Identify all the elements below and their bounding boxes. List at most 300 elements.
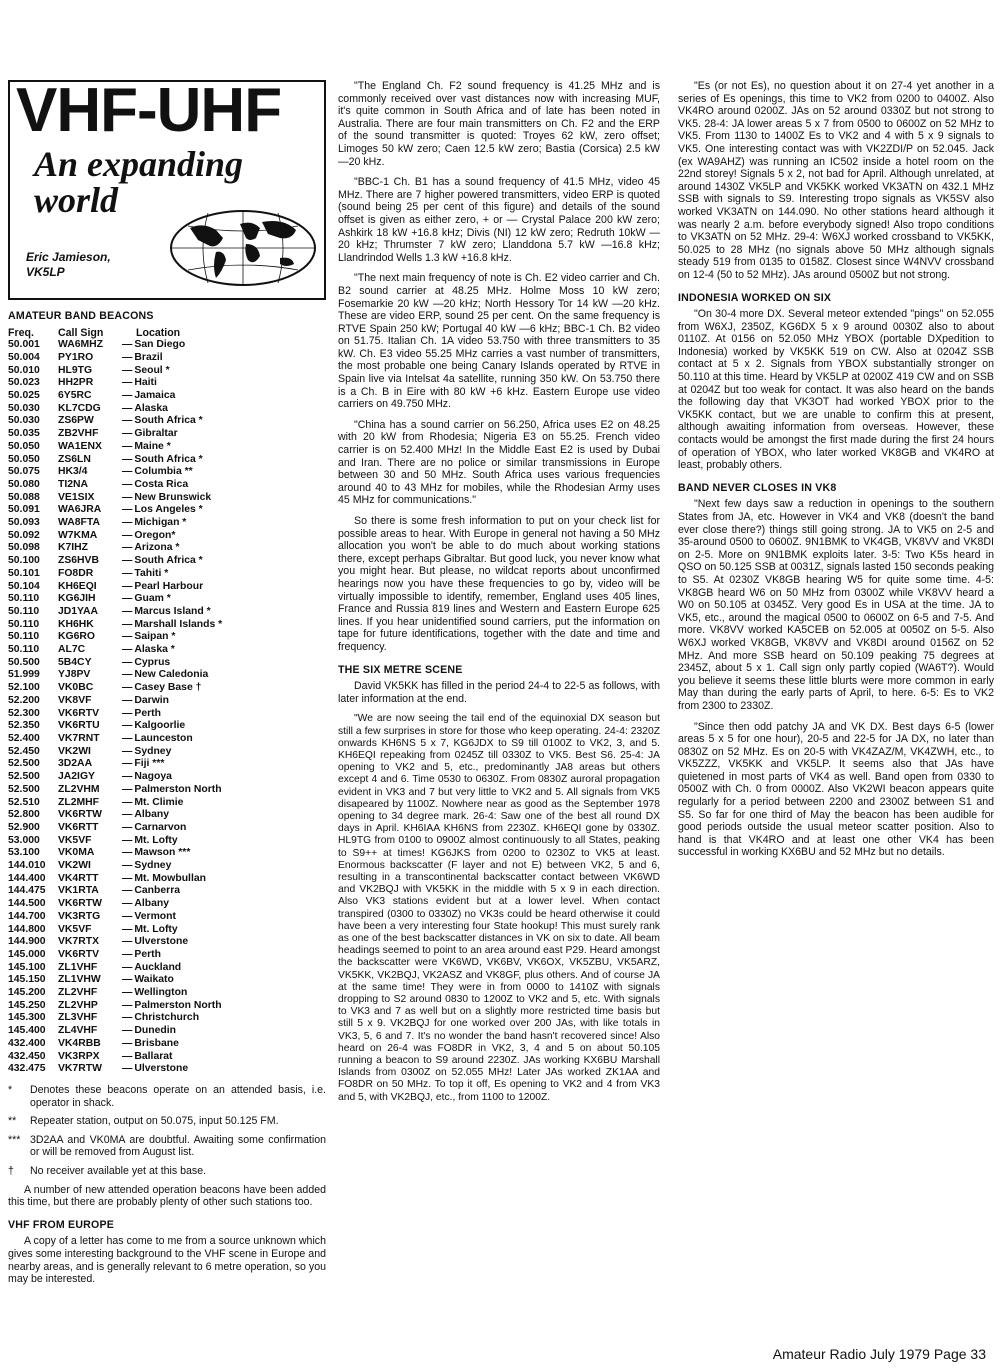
beacon-frequency: 52.350 [8,720,40,732]
beacons-table [8,339,326,1076]
beacon-location: Alaska [134,402,168,414]
beacon-row [8,479,326,492]
beacon-separator: — [122,910,133,922]
beacon-location: Canberra [134,885,181,897]
beacon-separator: — [122,656,133,668]
beacon-row [8,555,326,568]
beacon-callsign: VK2WI [58,745,91,757]
beacon-separator: — [122,860,133,872]
beacon-separator: — [122,821,133,833]
beacon-callsign: VE1SIX [58,491,95,503]
beacon-location: Ulverstone [134,1063,189,1075]
beacon-location: Guam * [134,593,171,605]
column-3 [678,80,994,867]
beacon-separator: — [122,961,133,973]
beacon-callsign: HL9TG [58,364,93,376]
beacon-location: Palmerston North [134,999,222,1011]
beacon-location: Sydney [134,860,172,872]
beacon-frequency: 52.450 [8,745,40,757]
beacon-separator: — [122,504,133,516]
beacon-location: Wellington [134,987,188,999]
beacon-row [8,885,326,898]
beacon-row [8,797,326,810]
beacon-frequency: 144.475 [8,885,46,897]
beacon-row [8,695,326,708]
beacon-frequency: 50.110 [8,593,40,605]
beacon-location: Mt. Mowbullan [134,872,206,884]
beacon-row [8,1000,326,1013]
beacon-row [8,949,326,962]
beacon-row [8,365,326,378]
beacon-row [8,936,326,949]
beacon-row [8,339,326,352]
beacon-location: Vermont [134,910,176,922]
beacon-separator: — [122,644,133,656]
beacon-row [8,822,326,835]
beacon-location: Fiji *** [134,758,165,770]
beacon-separator: — [122,758,133,770]
beacon-separator: — [122,377,133,389]
vk8-p1: "Next few days saw a reduction in openings to the southern States from JA, etc. However in VK4 and VK8 (doesn't the band ever close there?) things still going strong. JA to VK5 on 2-5 and 35-around 0500 to 0600Z. 9N1BMK to VK4GB, VK8VV and VK8DI on 2-5. More on 9N1BMK exploits later. 3-5: Two K5s heard in QSO on 50.125 SSB at 0031Z, signals lasted 150 seconds peaking to S5. At 0230Z VK8GB hearing W5 for quite some time. 4-5: VK8GB heard W6 on 50 MHz from 0300Z while VK8VV heard a W0 on 50.105 at 0345Z. Very good Es in USA at the time. JA to VK5, etc., around the magical 0500 to 0600Z on 6-5 and 7-5. And more. VK8VV worked KA5CEB on 52.005 at 0050Z on 5-5. Also W6XJ worked VK8GB, VK8VV and VK8DI around 0156Z on 52 MHz. And more SSB heard on 50.109 peaking 75 degrees at 2345Z, about 5 x 1. Call sign only partly copied (WA6T?). Would you believe it seems these little blurts were more common in early May than during the early parts of April, to here. 6-5: Es to VK2 from 2300 to 2330Z. [678,498,994,712]
beacon-callsign: PY1RO [58,351,94,363]
note-symbol: † [8,1164,14,1177]
beacon-frequency: 145.250 [8,999,46,1011]
beacon-row [8,1025,326,1038]
beacon-callsign: VK7RTX [58,936,99,948]
beacon-location: Casey Base † [134,682,202,694]
beacon-row [8,809,326,822]
beacon-location: Michigan * [134,517,187,529]
beacon-separator: — [122,948,133,960]
beacon-location: Mt. Lofty [134,834,178,846]
beacon-location: Mt. Climie [134,796,184,808]
beacon-note [8,1165,326,1178]
beacon-row [8,873,326,886]
beacon-frequency: 145.150 [8,974,46,986]
beacon-frequency: 52.500 [8,771,40,783]
beacon-frequency: 50.500 [8,656,40,668]
beacon-separator: — [122,1037,133,1049]
beacon-frequency: 50.110 [8,618,40,630]
beacon-location: Saipan * [134,631,176,643]
beacon-row [8,454,326,467]
beacon-separator: — [122,364,133,376]
beacon-row [8,530,326,543]
beacon-frequency: 144.010 [8,860,46,872]
beacon-callsign: JD1YAA [58,605,99,617]
beacon-location: South Africa * [134,415,203,427]
beacon-location: Jamaica [134,390,176,401]
beacon-note [8,1084,326,1109]
beacon-callsign: VK6RTW [58,898,102,910]
beacons-heading: AMATEUR BAND BEACONS [8,310,154,322]
beacon-callsign: W7KMA [58,529,98,541]
beacon-frequency: 50.088 [8,491,40,503]
beacon-frequency: 432.475 [8,1063,46,1075]
beacon-separator: — [122,605,133,617]
beacon-row [8,631,326,644]
beacon-frequency: 50.092 [8,529,40,541]
beacon-separator: — [122,491,133,503]
beacon-location: Perth [134,707,161,719]
beacon-location: Alaska * [134,644,175,656]
note-text: Denotes these beacons operate on an attended basis, i.e. operator in shack. [30,1083,326,1109]
note-text: Repeater station, output on 50.075, input 50.125 FM. [30,1115,279,1128]
beacon-frequency: 50.110 [8,631,40,643]
beacon-separator: — [122,732,133,744]
indonesia-p1: "On 30-4 more DX. Several meteor extended "pings" on 52.055 from W6XJ, 2350Z, KG6DX 5 x 9 around 0030Z also to about 0110Z. At 0156 on 52.050 MHz YBOX (portable DXpedition to Indonesia) worked by VK5KK 519 on CW. Also at 0204Z SSB contact at 5 x 2. Signals from YBOX substantially stronger on 50.110 at this time. Heard by VK5LP at 0200Z 419 CW and on SSB at 0204Z but too weak for contact. It was also heard on the bands the following day that VK3OT had worked YBOX prior to the VK5KK contact, but we are unable to confirm this at present, although awaiting information from overseas. However, these contacts would be amongst the first made during the first 24 hours of operation of YBOX, who later worked VK8GB and VK4RO at least, probably others. [678,308,994,472]
beacon-separator: — [122,478,133,490]
beacon-location: Mawson *** [134,847,191,859]
beacon-callsign: VK6RTW [58,809,102,821]
vhf-europe-p6: So there is some fresh information to put on your check list for possible areas to hear. With Europe in general not having a 50 MHz allocation you won't be able to do much about working stations there, except perhaps Gibraltar. But good luck, you never know what you might hear. But please, no wildcat reports about unconfirmed hearings now you have these frequencies to go by, video will be virtually impossible to identify, remember, England uses 405 lines, France and Russia 819 lines and Western and Eastern Europe 625 lines. If you hear unidentified sound carriers, put the information on tape for future identifications, together with the date and time and frequency. [338,515,660,653]
beacon-frequency: 52.100 [8,682,40,694]
beacon-callsign: 3D2AA [58,758,93,770]
beacon-frequency: 50.101 [8,567,40,579]
six-metre-p3: "Es (or not Es), no question about it on 27-4 yet another in a series of Es openings, this time to VK2 from 0200 to 0400Z. Also VK4RO around 0200Z. JAs on 52 around 0330Z but not strong to VK5. 28-4: JA lower areas 5 x 7 from 0500 to 0600Z on 52 MHz to VK5. From 1130 to 1400Z Es to VK2 and 4 with 5 x 9 signals to VK5. One interesting contact was with VK2ZDI/P on 52.045. Jack (ex WA9AHZ) was running an IC502 inside a hotel room on the 22nd storey! Signals 5 x 2, not bad for April. Although unrelated, at around 1430Z VK5LP and VK5KK worked VK3ATN on 432.1 MHz SSB with signals to S9. Interesting tropo signals as VK5SV also worked VK3ATN on 144.090. No other stations heard although it was nearly 2 a.m. before everybody signed! Also tropo conditions to VK3ATN on 52 MHz. 29-4: W6XJ worked crossband to VK5KK, 50.025 to 28 MHz (no signals above 50 MHz although signals steady 519 from 0135 to 0158Z. Closest since W4NVV crossband on 12-4 (50 to 52 MHz). JAs around 0500Z but not strong. [678,80,994,281]
beacon-location: Los Angeles * [134,504,203,516]
beacon-callsign: VK6RTT [58,821,99,833]
beacon-row [8,517,326,530]
beacon-frequency: 52.300 [8,707,40,719]
beacon-row [8,492,326,505]
beacon-callsign: ZS6HVB [58,555,99,567]
beacon-location: Oregon* [134,529,176,541]
beacon-callsign: VK0BC [58,682,94,694]
beacon-frequency: 145.200 [8,987,46,999]
beacon-callsign: HK3/4 [58,466,88,478]
beacon-frequency: 52.500 [8,758,40,770]
note-symbol: *** [8,1133,21,1146]
note-text: 3D2AA and VK0MA are doubtful. Awaiting some confirmation or will be removed from August list. [30,1133,326,1159]
beacon-callsign: ZL2MHF [58,796,99,808]
beacon-callsign: KH6HK [58,618,94,630]
beacon-note [8,1115,326,1128]
beacon-callsign: VK8VF [58,694,92,706]
beacon-row [8,1063,326,1076]
beacon-location: Brazil [134,351,163,363]
page-footer: Amateur Radio July 1979 Page 33 [772,1346,986,1362]
note-symbol: * [8,1083,13,1096]
beacon-location: Darwin [134,694,170,706]
beacon-location: Nagoya [134,771,172,783]
beacon-callsign: ZS6PW [58,415,94,427]
col-location-header: Location [136,326,181,339]
beacon-location: Sydney [134,745,172,757]
beacon-frequency: 50.110 [8,644,40,656]
beacon-location: Ballarat [134,1050,173,1062]
beacon-callsign: ZL3VHF [58,1012,98,1024]
beacon-callsign: VK4RTT [58,872,99,884]
beacon-row [8,466,326,479]
six-metre-p2: "We are now seeing the tail end of the equinoxial DX season but still a few surprises in store for those who keep operating. 24-4: 2320Z onwards KH6NS 5 x 7, KG6JDX to S9 till 0100Z to VK2, 3, and 5. KH6EQI repeaking from 0245Z till 0330Z to VK5. Best S6. 25-4: JA opening to VK2 and 5, etc., predominantly JA8 areas but others except 4 and 6. Time 0530 to 0630Z. From 0830Z auroral propagation evident in VK3 and 7 but very little to VK2 and 5. All signals from VK5 disapeared by 1100Z. Nowhere near as good as the September 1978 opening to 34 degree mark. 26-4: Saw one of the best all round DX days in April. KH6IAA KH6NS from 2230Z. KH6EQI gone by 0330Z. HL9TG from 0100 to 0900Z almost continuously to all States, peaking to S9++ at times! KG6JKS from 0200 to 0230Z to VK5 at least. Enormous backscatter (F layer and not E) between VK2, 5 and 6, resulting in a transcontinental backscatter contact between VK6WD and VK2BQJ with VK5KK in the middle with 5 x 9 in each direction. Also VK3 stations evident but at a lower level. When contact transpired (0300 to 0330Z) no VK3s could be heard otherwise it could have been a very interesting four State hookup! This must surely rank as one of the best backscatter distances in VK on six to date. All beam headings seemed to point to an area around east P29. Heard amongst the backscatter were VK6WD, VK6BV, VK6OX, VK5ZBU, VK5ARZ, VK5KK, VK2BQJ, VK2ASZ and VK8GF, plus others. And of course JA at the same time! They were in from 0000 to 1410Z with signals dropping to S2 around 0830 to 1200Z to VK2 and 5, etc. With signals to VK3 and 7 as well but on a slightly more restricted time basis but still 5 x 9. VK2BQJ for one worked over 200 JAs, with like totals in VK3, 5, 6 and 7. It's no wonder the band hasn't recovered since! Also heard on 26-4 was FO8DR in VK2, 3, 4 and 5 on about 50.105 running a beacon to S9 around 2230Z. JAs working KX6BU Marshall Islands from 0300Z on 52.055 MHz! Later JAs worked ZK1AA and FO8DR on 50 MHz. To top it off, Es opening to VK2 and 4 from VK3 and 5, with VK2BQJ, etc., from 1100 to 1200Z. [338,713,660,1103]
beacon-row [8,746,326,759]
beacon-frequency: 50.093 [8,517,40,529]
beacon-row [8,835,326,848]
column-1 [8,76,326,1294]
beacon-frequency: 145.300 [8,1012,46,1024]
beacon-separator: — [122,618,133,630]
beacon-location: Waikato [134,974,174,986]
beacon-separator: — [122,453,133,465]
col-freq-header: Freq. [8,326,34,339]
beacon-location: Columbia ** [134,466,193,478]
beacon-row [8,415,326,428]
beacon-location: Christchurch [134,1012,200,1024]
vhf-europe-p3: "BBC-1 Ch. B1 has a sound frequency of 41.5 MHz, video 45 MHz. There are 7 higher powered transmitters, video ERP is quoted (sound being 25 per cent of this figure) and details of the sound offset is given as either zero, + or — Crystal Palace 200 kW zero; Ashkirk 18 kW +16.8 kHz; Divis (NI) 12 kW zero; Redruth 10kW —20 kHz; Thrumster 7 kW zero; Llanddona 5.7 kW —16.8 kHz; Llandrindod Wells 1.3 kW +16.8 kHz. [338,176,660,264]
beacon-location: Cyprus [134,656,171,668]
beacon-callsign: ZL4VHF [58,1025,98,1037]
subtitle-line-1: An expanding [34,144,244,184]
beacon-row [8,733,326,746]
beacon-callsign: ZL2VHF [58,987,98,999]
beacon-separator: — [122,669,133,681]
beacon-frequency: 50.100 [8,555,40,567]
beacon-row [8,974,326,987]
beacon-callsign: KG6RO [58,631,95,643]
beacon-row [8,504,326,517]
beacon-callsign: 5B4CY [58,656,92,668]
beacon-frequency: 50.091 [8,504,40,516]
vhf-europe-p2: "The England Ch. F2 sound frequency is 41.25 MHz and is commonly received over vast distances now with increasing MUF, it's quite common in South Africa and of late has been noted in Australia. There are four main transmitters on Ch. F2 and the ERP of the sound transmitter is quoted: Troyes 62 kW, zero offset; Limoges 50 kW zero; Caen 12.5 kW zero; Bastia (Corsica) 2.5 kW —20 kHz. [338,80,660,168]
beacon-callsign: VK7RTW [58,1063,102,1075]
beacon-frequency: 50.050 [8,453,40,465]
vhf-europe-p5: "China has a sound carrier on 56.250, Africa uses E2 on 48.25 with 20 kW from Rhodesia; Nigeria E3 on 55.25. French video carrier is on 52.400 MHz! In the Middle East E2 is used by Dubai and Iran. There are no police or similar transmissions in Europe between 30 and 50 MHz. South Africa uses various frequencies around 40 to 43 MHz for mobiles, while the Rhodesian Army uses 45 MHz for communications." [338,418,660,507]
beacon-callsign: VK0MA [58,847,95,859]
beacon-row [8,619,326,632]
beacon-separator: — [122,745,133,757]
beacon-callsign: ZL2VHM [58,783,100,795]
beacon-row [8,441,326,454]
col-call-header: Call Sign [58,326,104,339]
beacon-separator: — [122,936,133,948]
beacon-frequency: 50.104 [8,580,40,592]
beacon-location: Perth [134,948,161,960]
beacon-frequency: 52.200 [8,694,40,706]
beacon-row [8,657,326,670]
beacons-table-header [8,327,326,340]
beacon-location: Maine * [134,440,171,452]
beacon-callsign: VK5VF [58,923,92,935]
page-title: VHF-UHF [16,76,282,145]
beacon-location: Arizona * [134,542,180,554]
beacon-row [8,352,326,365]
beacon-separator: — [122,720,133,732]
beacon-location: Haiti [134,377,157,389]
beacon-callsign: VK4RBB [58,1037,101,1049]
beacon-frequency: 50.023 [8,377,40,389]
beacon-frequency: 52.400 [8,732,40,744]
beacon-location: Marshall Islands * [134,618,223,630]
beacon-frequency: 145.400 [8,1025,46,1037]
beacon-separator: — [122,1025,133,1037]
beacon-frequency: 50.110 [8,605,40,617]
beacon-separator: — [122,542,133,554]
beacon-note [8,1134,326,1159]
beacon-separator: — [122,898,133,910]
beacon-frequency: 50.080 [8,478,40,490]
beacon-separator: — [122,428,133,440]
beacon-separator: — [122,631,133,643]
beacon-frequency: 50.001 [8,339,40,351]
beacon-location: Ulverstone [134,936,189,948]
beacon-callsign: WA1ENX [58,440,102,452]
beacon-frequency: 50.030 [8,415,40,427]
beacon-frequency: 53.000 [8,834,40,846]
beacon-frequency: 432.450 [8,1050,46,1062]
beacon-callsign: AL7C [58,644,86,656]
column-2 [338,80,660,1112]
beacon-callsign: 6Y5RC [58,390,92,401]
beacon-callsign: VK2WI [58,860,91,872]
beacon-row [8,898,326,911]
beacon-separator: — [122,809,133,821]
beacon-row [8,924,326,937]
beacon-frequency: 50.004 [8,351,40,363]
beacon-row [8,962,326,975]
beacon-frequency: 50.025 [8,390,40,401]
beacon-callsign: WA6JRA [58,504,102,516]
subtitle-line-2: world [34,180,119,220]
beacon-separator: — [122,402,133,414]
beacon-location: Auckland [134,961,182,973]
beacon-location: Seoul * [134,364,170,376]
beacon-notes [8,1084,326,1178]
beacon-separator: — [122,351,133,363]
beacon-separator: — [122,885,133,897]
beacon-frequency: 52.800 [8,809,40,821]
author-name: Eric Jamieson, [26,250,111,264]
beacon-callsign: VK6RTV [58,948,99,960]
beacon-row [8,428,326,441]
beacon-separator: — [122,466,133,478]
beacon-frequency: 50.098 [8,542,40,554]
beacon-callsign: ZL2VHP [58,999,98,1011]
beacon-callsign: YJ8PV [58,669,91,681]
beacon-location: Kalgoorlie [134,720,186,732]
beacon-callsign: VK7RNT [58,732,100,744]
beacon-separator: — [122,796,133,808]
beacon-location: Launceston [134,732,193,744]
beacon-row [8,606,326,619]
beacon-row [8,1051,326,1064]
beacon-separator: — [122,529,133,541]
beacons-closing: A number of new attended operation beacons have been added this time, but there are probably plenty of other such stations too. [8,1183,326,1209]
beacon-frequency: 52.900 [8,821,40,833]
beacon-row [8,682,326,695]
beacon-location: Carnarvon [134,821,187,833]
vhf-europe-p4: "The next main frequency of note is Ch. E2 video carrier and Ch. B2 sound carrier at 48.25 MHz. Holme Moss 10 kW zero; Fosemarkie 20 kW —20 kHz; North Hessory Tor 14 kW —20 kHz. These are video ERP, sound 25 per cent. On the same frequency is RTVE Spain 250 kW; Portugal 40 kW —6 kHz; BBC-1 Ch. B2 video on 51.75. Italian Ch. 1A video 53.750 with three transmitters to 35 kW. Ch. E3 video 55.25 MHz carries a vast number of transmitters, the most probable one being Canary Islands operated by RTVE in Spain live via Intelsat 4a satellite, running 350 kW. On 53.750 there is a Ch. B in Eire with 80 kW +6 kHz. Eastern Europe use video carriers on 49.750 MHz. [338,272,660,411]
beacon-location: New Brunswick [134,491,212,503]
beacon-location: Dunedin [134,1025,176,1037]
beacon-separator: — [122,1050,133,1062]
beacon-frequency: 50.030 [8,402,40,414]
beacon-separator: — [122,567,133,579]
beacon-separator: — [122,390,133,401]
beacon-frequency: 144.500 [8,898,46,910]
beacon-location: Albany [134,898,170,910]
beacon-frequency: 145.100 [8,961,46,973]
beacon-callsign: K7IHZ [58,542,89,554]
beacon-frequency: 53.100 [8,847,40,859]
beacon-separator: — [122,783,133,795]
beacon-location: Mt. Lofty [134,923,178,935]
beacon-location: San Diego [134,339,186,351]
beacon-location: Pearl Harbour [134,580,204,592]
beacon-location: Tahiti * [134,567,169,579]
beacon-frequency: 50.075 [8,466,40,478]
beacon-location: Albany [134,809,170,821]
beacon-frequency: 52.500 [8,783,40,795]
beacon-row [8,784,326,797]
beacon-separator: — [122,415,133,427]
beacon-separator: — [122,1063,133,1075]
beacon-frequency: 51.999 [8,669,40,681]
vhf-europe-p1: A copy of a letter has come to me from a source unknown which gives some interesting background to the VHF scene in Europe and nearby areas, and is generally relevant to 6 metre operation, so you may be interested. [8,1235,326,1286]
beacon-callsign: JA2IGY [58,771,95,783]
beacon-separator: — [122,555,133,567]
note-text: No receiver available yet at this base. [30,1164,207,1177]
beacon-row [8,593,326,606]
vk8-heading: BAND NEVER CLOSES IN VK8 [678,481,837,494]
beacon-separator: — [122,974,133,986]
beacon-separator: — [122,999,133,1011]
author-call: VK5LP [26,265,65,279]
beacon-row [8,390,326,403]
beacon-callsign: ZS6LN [58,453,91,465]
beacon-location: Costa Rica [134,478,189,490]
beacon-separator: — [122,872,133,884]
beacon-frequency: 144.700 [8,910,46,922]
beacon-row [8,911,326,924]
beacon-separator: — [122,440,133,452]
beacon-separator: — [122,1012,133,1024]
beacon-row [8,403,326,416]
beacon-callsign: KG6JIH [58,593,96,605]
beacon-frequency: 145.000 [8,948,46,960]
globe-icon [168,208,318,288]
beacon-row [8,644,326,657]
beacon-separator: — [122,593,133,605]
beacon-row [8,377,326,390]
beacon-separator: — [122,580,133,592]
beacon-frequency: 50.050 [8,440,40,452]
beacon-callsign: WA6MHZ [58,339,104,351]
beacon-frequency: 50.010 [8,364,40,376]
beacon-separator: — [122,517,133,529]
beacon-row [8,771,326,784]
beacon-row [8,708,326,721]
beacon-location: Marcus Island * [134,605,211,617]
beacon-row [8,669,326,682]
beacon-row [8,542,326,555]
beacon-row [8,860,326,873]
beacon-frequency: 144.400 [8,872,46,884]
beacon-separator: — [122,847,133,859]
vhf-europe-heading: VHF FROM EUROPE [8,1218,114,1231]
beacon-row [8,847,326,860]
beacon-callsign: VK3RPX [58,1050,100,1062]
beacon-callsign: ZL1VHF [58,961,98,973]
beacon-separator: — [122,339,133,351]
beacon-separator: — [122,707,133,719]
beacon-separator: — [122,834,133,846]
beacon-callsign: KL7CDG [58,402,101,414]
six-metre-heading: THE SIX METRE SCENE [338,663,463,676]
note-symbol: ** [8,1115,17,1128]
beacon-callsign: ZB2VHF [58,428,99,440]
beacon-location: South Africa * [134,453,203,465]
